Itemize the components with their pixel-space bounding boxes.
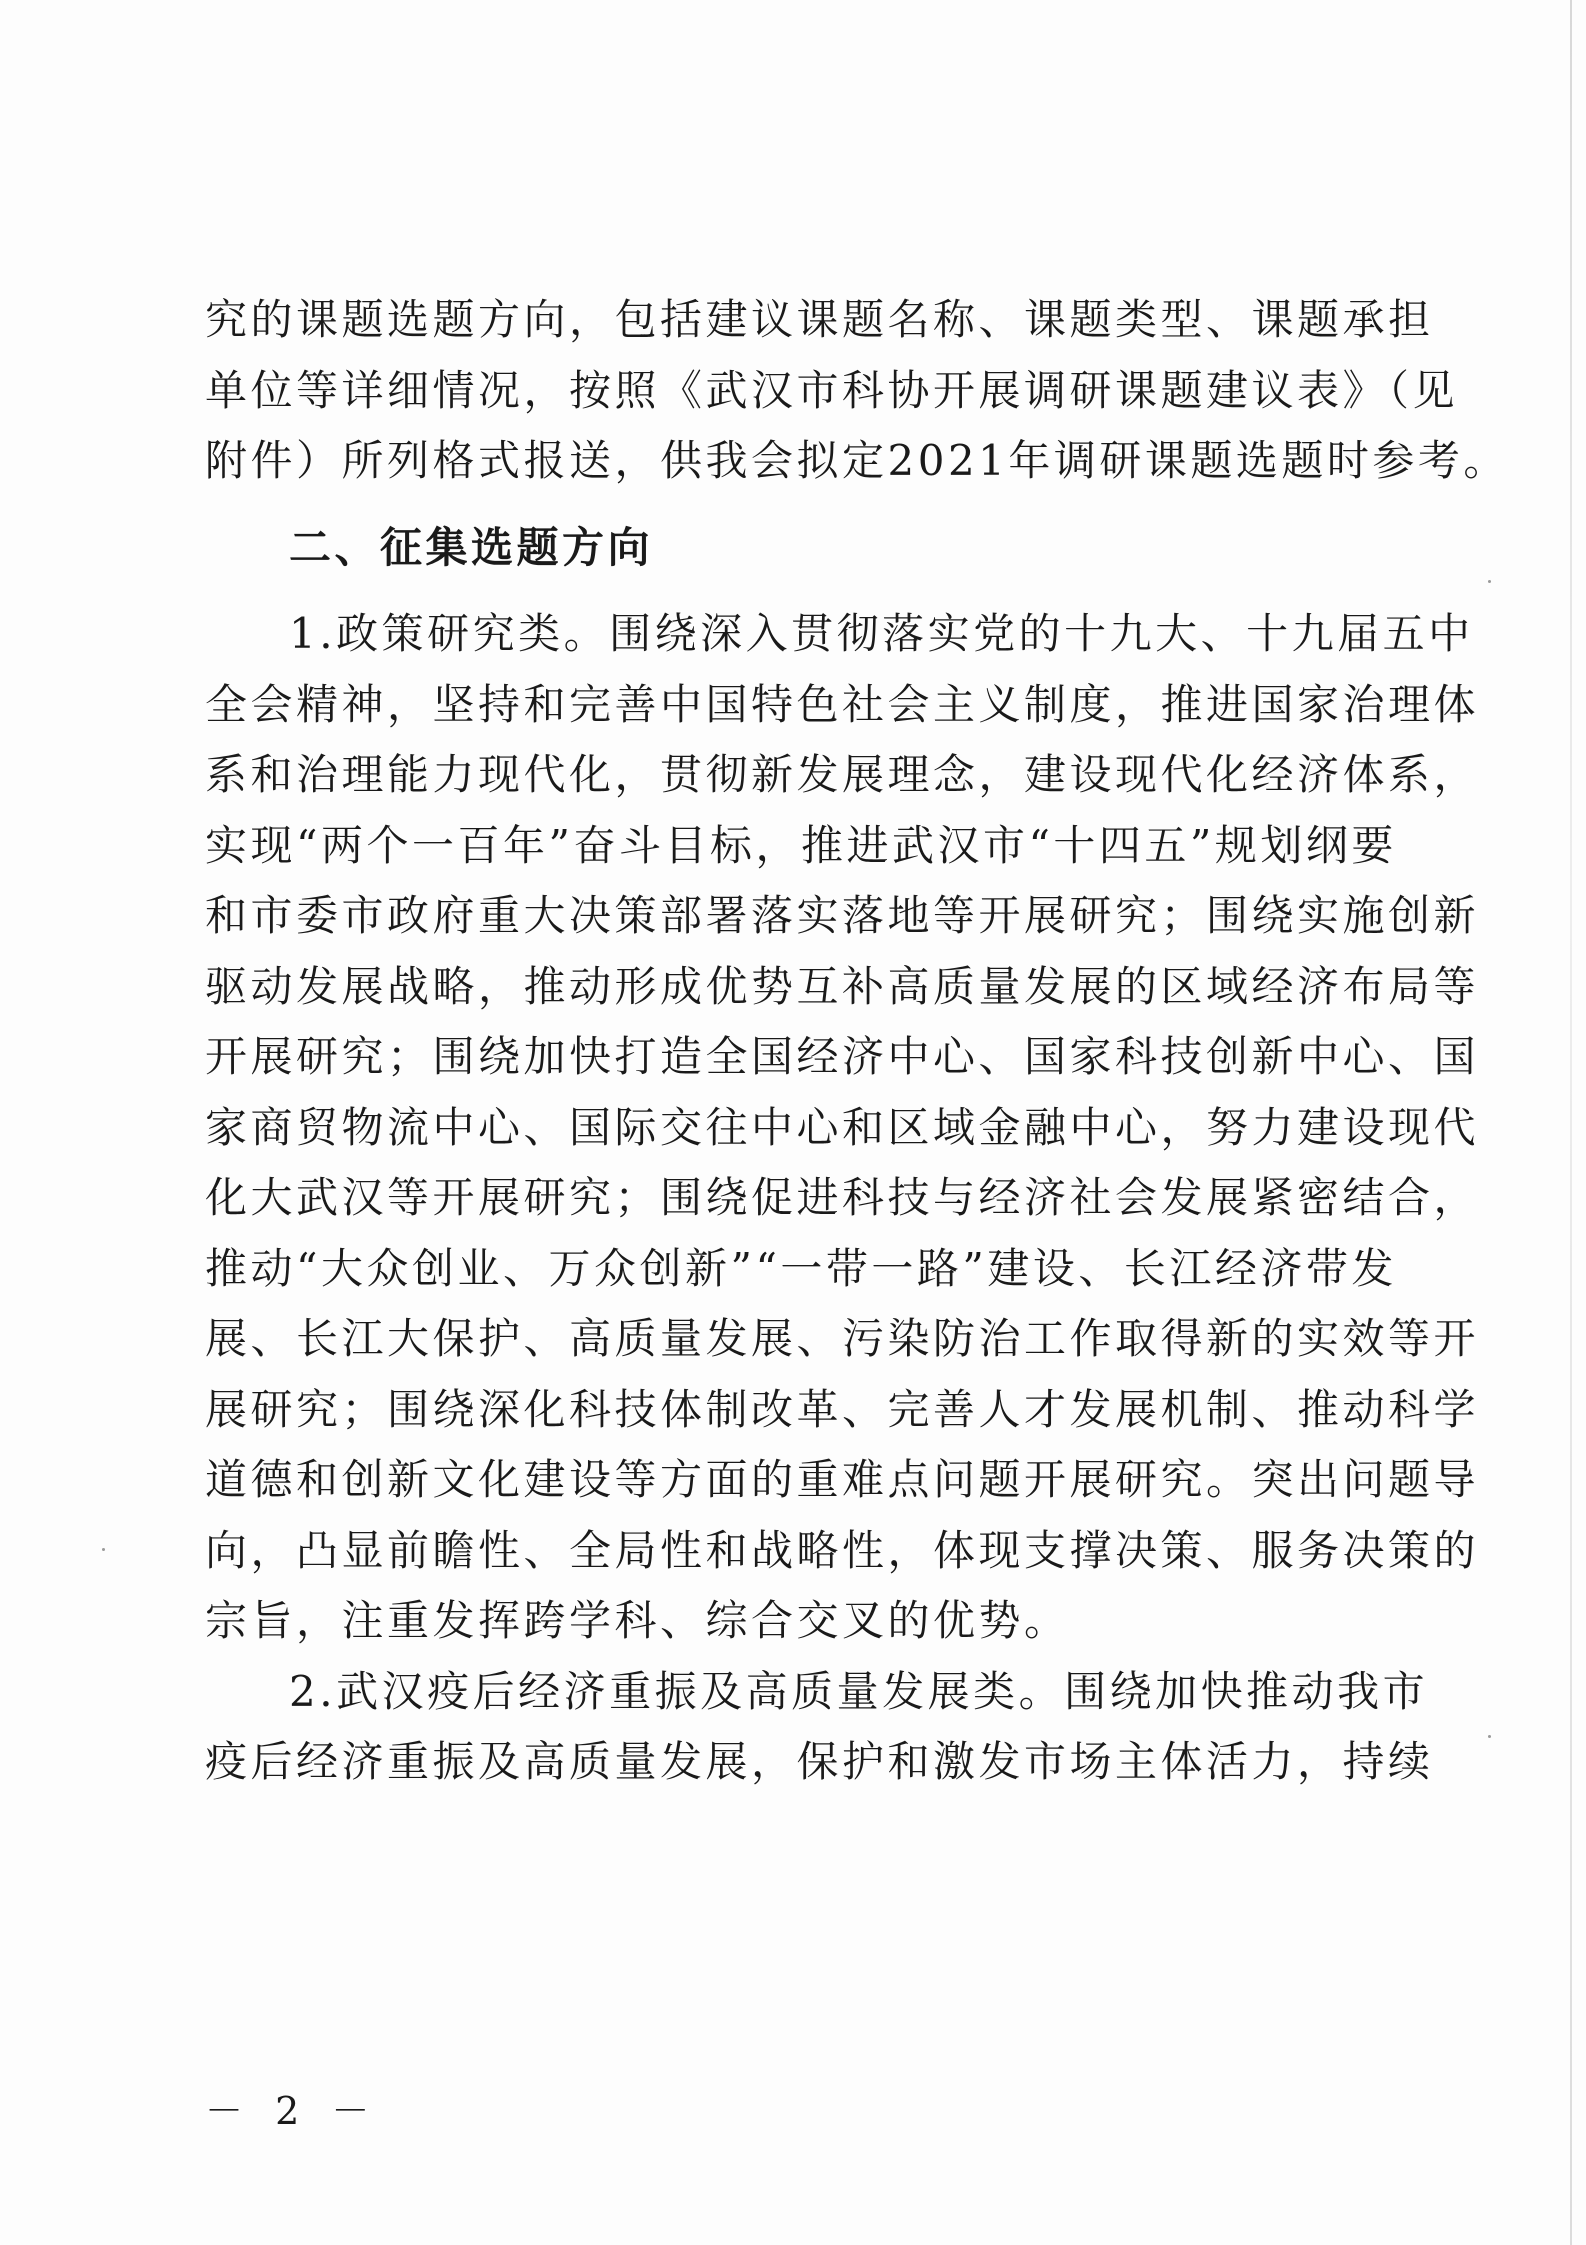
item1-line: 实现“两个一百年”奋斗目标，推进武汉市“十四五”规划纲要 xyxy=(205,820,1397,870)
item1-line: 和市委市政府重大决策部署落实落地等开展研究；围绕实施创新 xyxy=(205,891,1480,940)
item1-line: 家商贸物流中心、国际交往中心和区域金融中心，努力建设现代 xyxy=(205,1102,1480,1152)
item1-line: 驱动发展战略，推动形成优势互补高质量发展的区域经济布局等 xyxy=(205,961,1480,1011)
item2-line: 疫后经济重振及高质量发展，保护和激发市场主体活力，持续 xyxy=(205,1737,1434,1786)
item1-line: 展、长江大保护、高质量发展、污染防治工作取得新的实效等开 xyxy=(205,1314,1480,1363)
item1-line: 化大武汉等开展研究；围绕促进科技与经济社会发展紧密结合， xyxy=(205,1173,1480,1222)
item1-line: 1.政策研究类。围绕深入贯彻落实党的十九大、十九届五中 xyxy=(289,609,1474,658)
scan-speck xyxy=(102,1548,105,1551)
item1-line: 宗旨，注重发挥跨学科、综合交叉的优势。 xyxy=(205,1596,1070,1645)
paragraph-line: 单位等详细情况，按照《武汉市科协开展调研课题建议表》（见 xyxy=(205,365,1459,415)
paragraph-line: 究的课题选题方向，包括建议课题名称、课题类型、课题承担 xyxy=(205,295,1434,344)
paragraph-line: 附件）所列格式报送，供我会拟定2021年调研课题选题时参考。 xyxy=(205,436,1509,485)
section-heading: 二、征集选题方向 xyxy=(289,522,654,572)
scan-edge-shadow xyxy=(1570,0,1572,2245)
scan-speck xyxy=(1488,1735,1491,1738)
item1-line: 系和治理能力现代化，贯彻新发展理念，建设现代化经济体系， xyxy=(205,750,1480,799)
item2-line: 2.武汉疫后经济重振及高质量发展类。围绕加快推动我市 xyxy=(289,1666,1429,1716)
item1-line: 全会精神，坚持和完善中国特色社会主义制度，推进国家治理体 xyxy=(205,679,1480,729)
scan-speck xyxy=(1488,580,1491,583)
body-text xyxy=(205,285,1509,1798)
item1-line: 展研究；围绕深化科技体制改革、完善人才发展机制、推动科学 xyxy=(205,1384,1480,1434)
page-number: － 2 － xyxy=(205,2089,380,2133)
item1-line: 道德和创新文化建设等方面的重难点问题开展研究。突出问题导 xyxy=(205,1455,1480,1504)
item1-line: 向，凸显前瞻性、全局性和战略性，体现支撑决策、服务决策的 xyxy=(205,1525,1480,1575)
item1-line: 开展研究；围绕加快打造全国经济中心、国家科技创新中心、国 xyxy=(205,1032,1480,1081)
item1-line: 推动“大众创业、万众创新”“一带一路”建设、长江经济带发 xyxy=(205,1243,1397,1293)
